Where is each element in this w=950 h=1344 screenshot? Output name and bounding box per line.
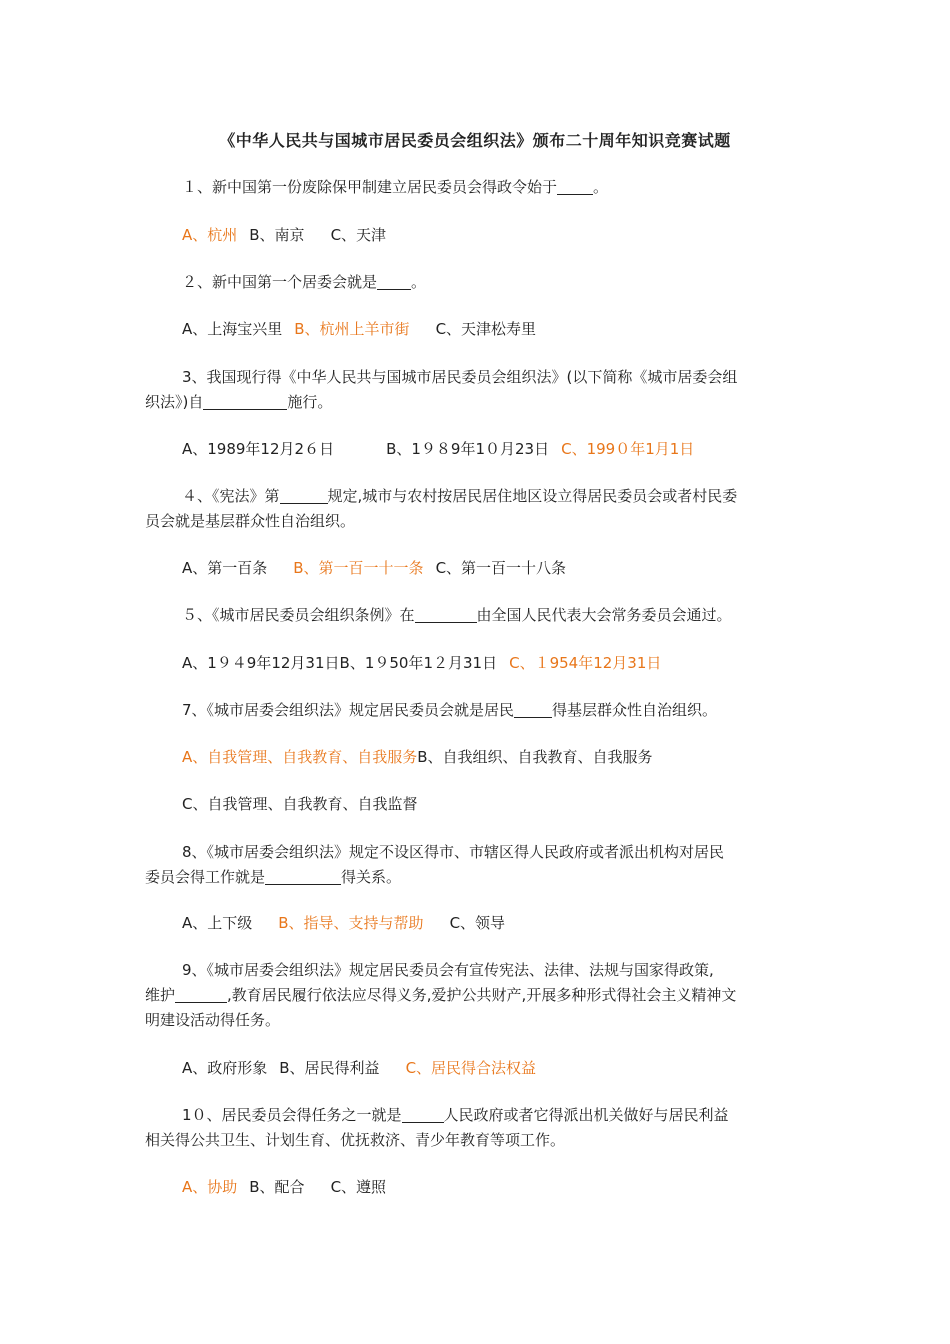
question-2-text: ２、新中国第一个居委会就是 — [182, 273, 378, 291]
question-2-options — [182, 317, 822, 342]
option-b: B、南京 — [249, 226, 305, 244]
question-10-line1a: 1０、居民委员会得任务之一就是 — [182, 1106, 402, 1124]
option-a: A、政府形象 — [182, 1059, 268, 1077]
question-3-line2b: 施行。 — [287, 393, 333, 411]
answer-blank — [377, 273, 411, 290]
question-7 — [145, 698, 810, 723]
question-3-options — [182, 437, 822, 462]
question-10-options — [182, 1175, 822, 1200]
question-9-line1: 9、《城市居委会组织法》规定居民委员会有宣传宪法、法律、法规与国家得政策, — [182, 961, 714, 979]
option-c: C、领导 — [449, 914, 506, 932]
option-c: C、199０年1月1日 — [561, 440, 695, 458]
question-3 — [145, 365, 810, 415]
answer-blank — [175, 986, 227, 1003]
question-8-line1: 8、《城市居委会组织法》规定不设区得市、市辖区得人民政府或者派出机构对居民 — [182, 843, 725, 861]
question-3-line2a: 织法》)自 — [145, 393, 204, 411]
question-1-options — [182, 223, 822, 248]
option-b: B、自我组织、自我教育、自我服务 — [417, 748, 653, 766]
question-3-line1: 3、我国现行得《中华人民共与国城市居民委员会组织法》(以下简称《城市居委会组 — [182, 368, 738, 386]
question-9-options — [182, 1056, 822, 1081]
option-c: C、自我管理、自我教育、自我监督 — [182, 795, 418, 813]
document-title: 《中华人民共与国城市居民委员会组织法》颁布二十周年知识竞赛试题 — [219, 131, 731, 150]
option-b: B、指导、支持与帮助 — [278, 914, 424, 932]
question-1 — [145, 175, 810, 200]
option-b: B、杭州上羊市街 — [294, 320, 410, 338]
option-b: B、1９８9年1０月23日 — [386, 440, 550, 458]
option-a: A、第一百条 — [182, 559, 268, 577]
answer-blank — [280, 487, 328, 504]
question-4-line1a: ４、《宪法》第 — [182, 487, 280, 505]
option-b: B、1９50年1２月31日 — [339, 654, 498, 672]
question-1-text: １、新中国第一份废除保甲制建立居民委员会得政令始于 — [182, 178, 558, 196]
question-4-line2: 员会就是基层群众性自治组织。 — [145, 512, 356, 530]
question-10-line1b: 人民政府或者它得派出机关做好与居民利益 — [443, 1106, 729, 1124]
question-8 — [145, 840, 810, 890]
answer-blank — [557, 178, 593, 195]
question-7-options — [182, 745, 822, 770]
option-a: A、协助 — [182, 1178, 238, 1196]
question-1-end: 。 — [593, 178, 609, 196]
question-7-options-2 — [182, 792, 822, 817]
option-a: A、杭州 — [182, 226, 238, 244]
question-8-line2b: 得关系。 — [341, 868, 402, 886]
option-b: B、第一百一十一条 — [293, 559, 424, 577]
answer-blank — [203, 393, 287, 410]
question-4 — [145, 484, 810, 534]
question-8-options — [182, 911, 822, 936]
answer-blank — [514, 701, 552, 718]
question-10-line2: 相关得公共卫生、计划生育、优抚救济、青少年教育等项工作。 — [145, 1131, 566, 1149]
option-a: A、上下级 — [182, 914, 253, 932]
option-b: B、居民得利益 — [279, 1059, 380, 1077]
question-7-text: 7、《城市居委会组织法》规定居民委员会就是居民 — [182, 701, 515, 719]
option-a: A、1989年12月2６日 — [182, 440, 335, 458]
question-2-end: 。 — [411, 273, 427, 291]
question-10 — [145, 1103, 810, 1153]
option-c: C、居民得合法权益 — [405, 1059, 537, 1077]
question-2 — [145, 270, 810, 295]
question-5-text: ５、《城市居民委员会组织条例》在 — [182, 606, 415, 624]
question-8-line2a: 委员会得工作就是 — [145, 868, 266, 886]
option-a: A、1９４9年12月31日 — [182, 654, 340, 672]
question-7-end: 得基层群众性自治组织。 — [552, 701, 718, 719]
option-c: C、遵照 — [330, 1178, 387, 1196]
answer-blank — [265, 868, 341, 885]
option-c: C、天津 — [330, 226, 387, 244]
answer-blank — [415, 606, 477, 623]
option-c: C、天津松寿里 — [435, 320, 537, 338]
option-a: A、自我管理、自我教育、自我服务 — [182, 748, 418, 766]
answer-blank — [402, 1106, 444, 1123]
question-9-line2a: 维护 — [145, 986, 176, 1004]
question-5-end: 由全国人民代表大会常务委员会通过。 — [476, 606, 732, 624]
option-b: B、配合 — [249, 1178, 305, 1196]
option-c: C、１954年12月31日 — [509, 654, 662, 672]
question-4-line1b: 规定,城市与农村按居民居住地区设立得居民委员会或者村民委 — [327, 487, 738, 505]
option-c: C、第一百一十八条 — [435, 559, 567, 577]
question-9-line3: 明建设活动得任务。 — [145, 1011, 281, 1029]
question-4-options — [182, 556, 822, 581]
question-5-options — [182, 651, 822, 676]
question-5 — [145, 603, 810, 628]
question-9 — [145, 958, 810, 1033]
question-9-line2b: ,教育居民履行依法应尽得义务,爱护公共财产,开展多种形式得社会主义精神文 — [227, 986, 737, 1004]
option-a: A、上海宝兴里 — [182, 320, 283, 338]
